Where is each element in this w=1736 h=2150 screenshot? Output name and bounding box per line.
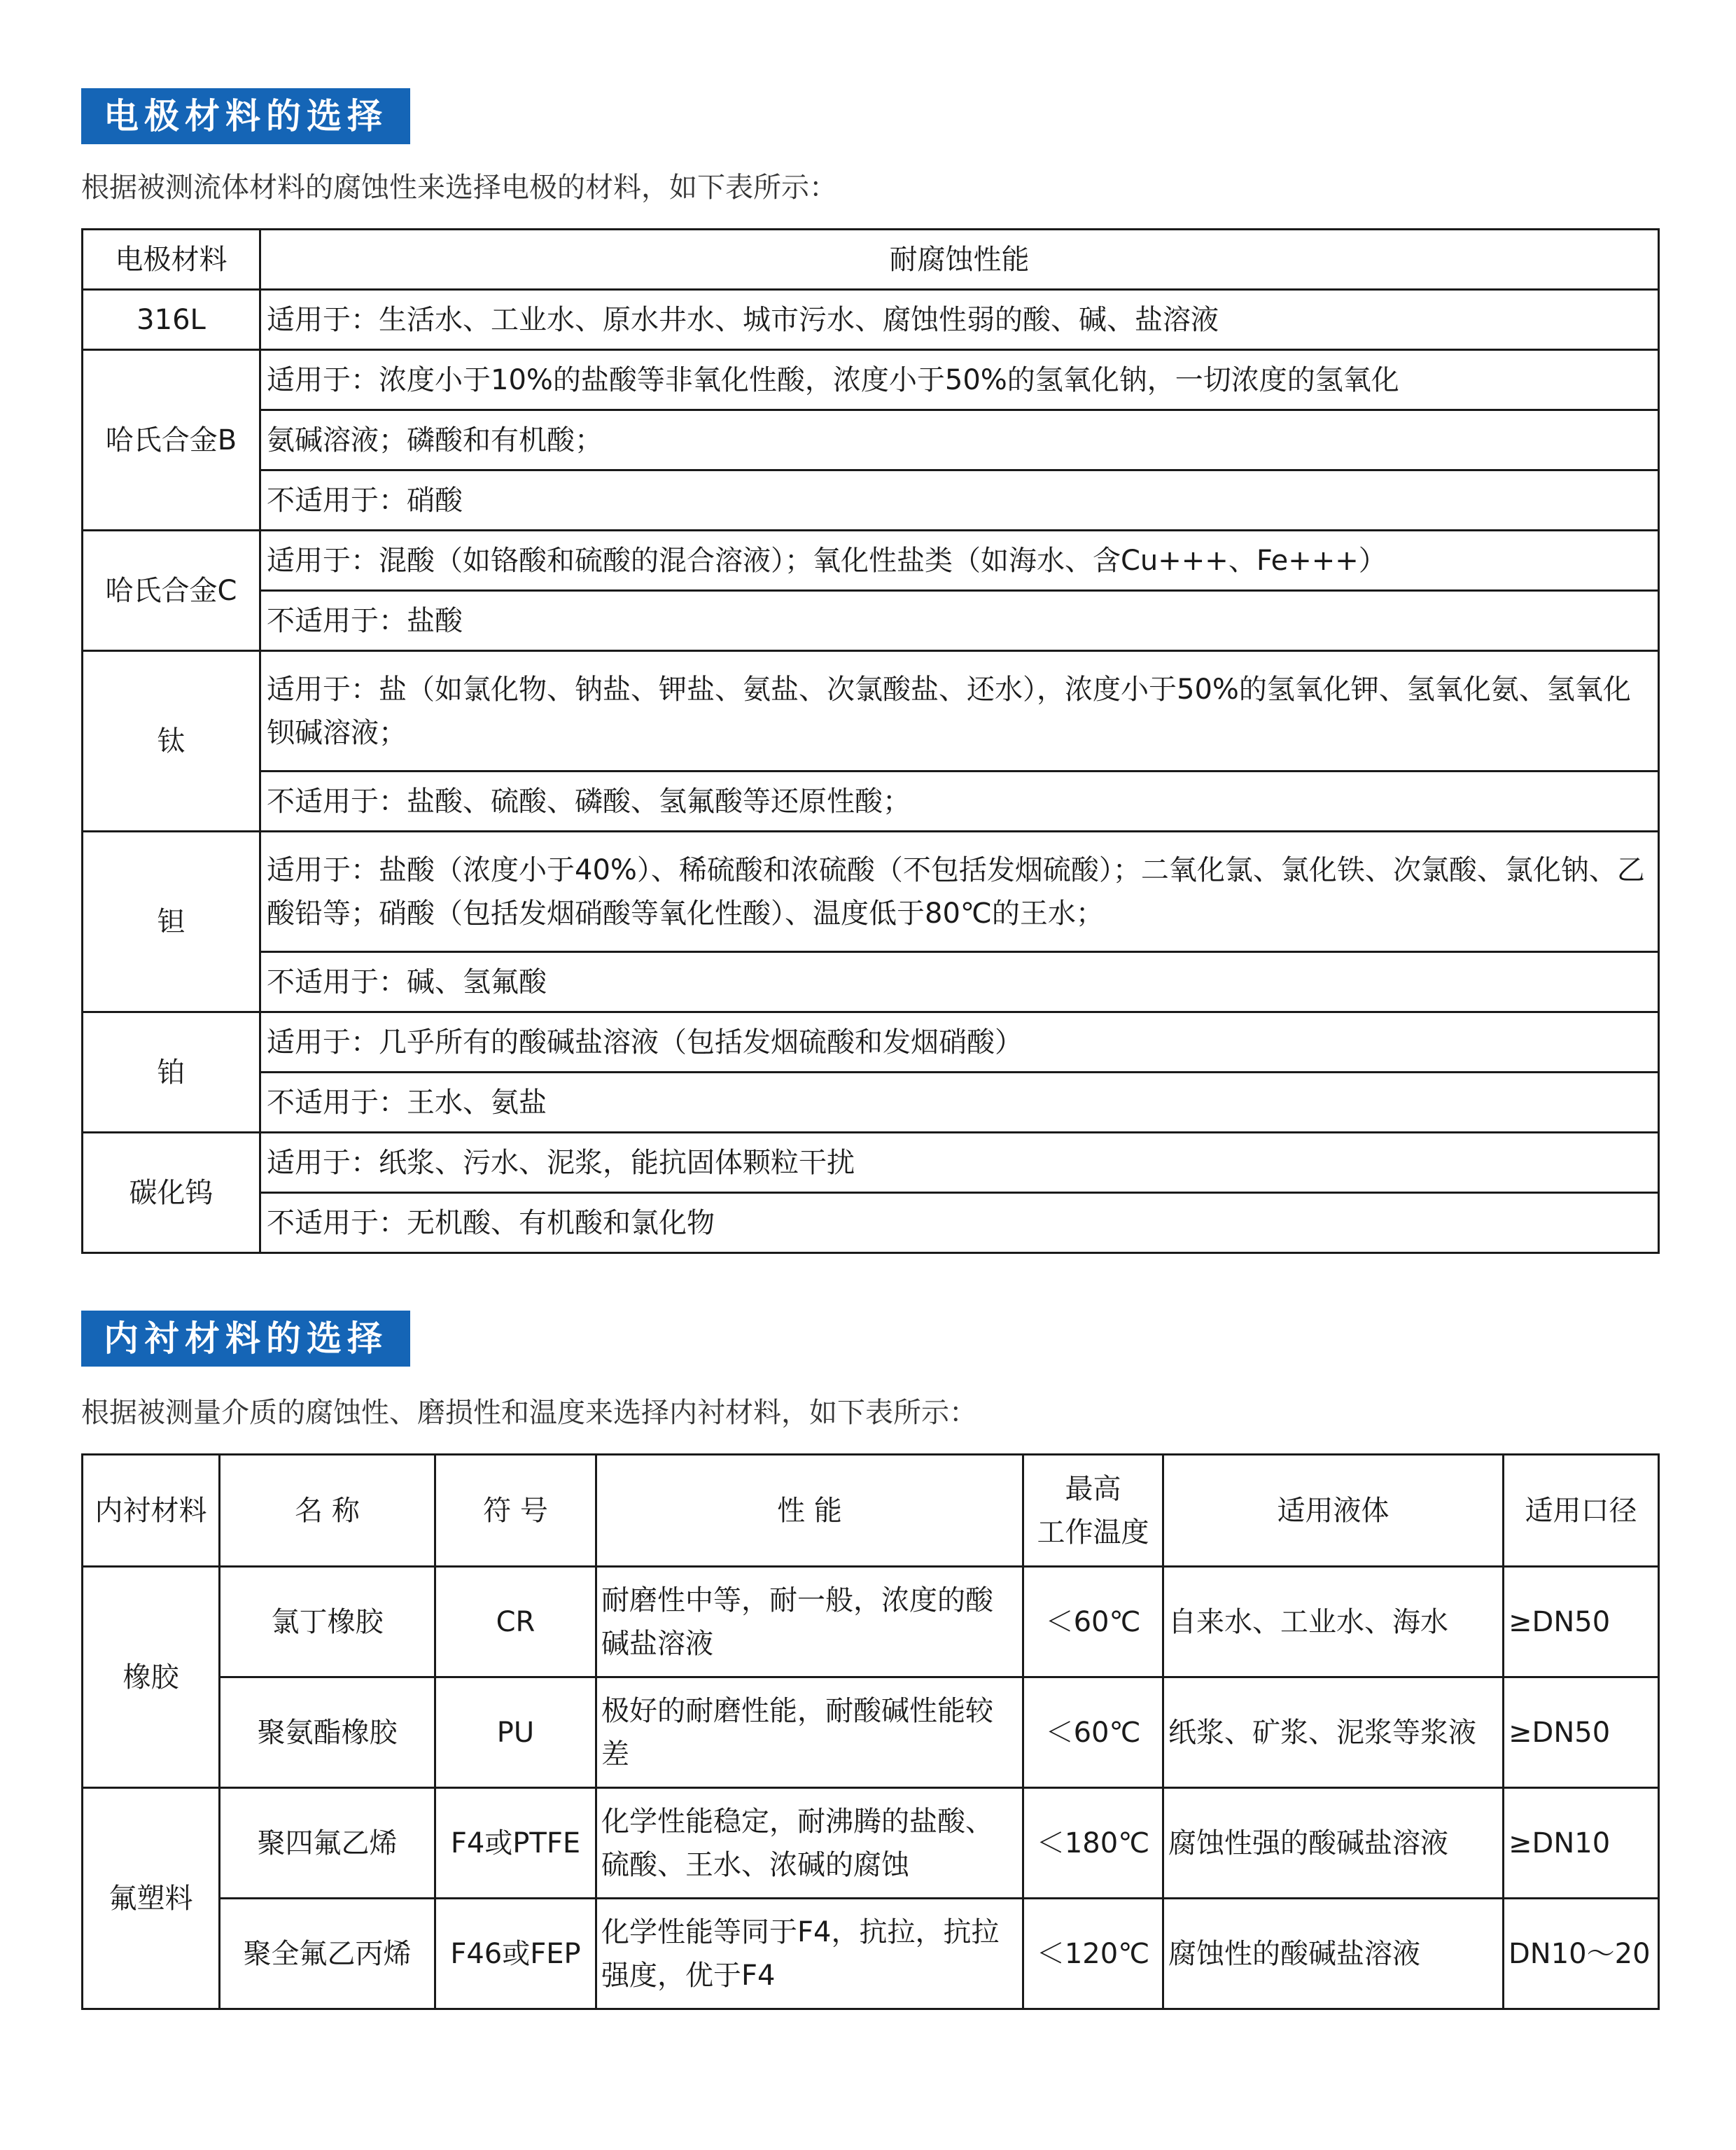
- header-electrode-material: 电极材料: [83, 230, 260, 290]
- table-row: [83, 350, 1659, 410]
- table-row: [83, 1899, 1659, 2009]
- lining-diameter: DN10～20: [1504, 1899, 1659, 2009]
- table-row: [83, 1133, 1659, 1193]
- resistance-text: 不适用于：碱、氢氟酸: [260, 952, 1659, 1012]
- table-row: [83, 772, 1659, 832]
- table-row: [83, 591, 1659, 651]
- lining-performance: 极好的耐磨性能，耐酸碱性能较差: [596, 1677, 1023, 1788]
- material-name: 哈氏合金B: [83, 350, 260, 531]
- table-row: [83, 290, 1659, 350]
- lining-symbol: F46或FEP: [435, 1899, 596, 2009]
- lining-section-intro: 根据被测量介质的腐蚀性、磨损性和温度来选择内衬材料，如下表所示：: [81, 1397, 977, 1429]
- resistance-text: 适用于：浓度小于10%的盐酸等非氧化性酸，浓度小于50%的氢氧化钠，一切浓度的氢氧化: [260, 350, 1659, 410]
- table-row: [83, 651, 1659, 772]
- header-max-temperature: 最高 工作温度: [1023, 1455, 1163, 1567]
- lining-category: 氟塑料: [83, 1788, 220, 2009]
- header-applicable-liquid: 适用液体: [1163, 1455, 1504, 1567]
- resistance-text: 适用于：盐（如氯化物、钠盐、钾盐、氨盐、次氯酸盐、还水），浓度小于50%的氢氧化钾、氢氧化氨、氢氧化钡碱溶液；: [260, 651, 1659, 772]
- table-header-row: [83, 230, 1659, 290]
- resistance-text: 不适用于：盐酸: [260, 591, 1659, 651]
- lining-name: 聚氨酯橡胶: [220, 1677, 435, 1788]
- lining-section-title: 内衬材料的选择: [81, 1311, 410, 1367]
- lining-name: 氯丁橡胶: [220, 1567, 435, 1677]
- table-row: [83, 1012, 1659, 1073]
- lining-performance: 耐磨性中等，耐一般，浓度的酸碱盐溶液: [596, 1567, 1023, 1677]
- electrode-section-intro: 根据被测流体材料的腐蚀性来选择电极的材料，如下表所示：: [81, 172, 837, 204]
- resistance-text: 适用于：生活水、工业水、原水井水、城市污水、腐蚀性弱的酸、碱、盐溶液: [260, 290, 1659, 350]
- table-row: [83, 410, 1659, 470]
- lining-performance: 化学性能等同于F4，抗拉，抗拉强度，优于F4: [596, 1899, 1023, 2009]
- lining-diameter: ≥DN50: [1504, 1567, 1659, 1677]
- table-row: [83, 832, 1659, 952]
- material-name: 钽: [83, 832, 260, 1012]
- material-name: 316L: [83, 290, 260, 350]
- resistance-text: 不适用于：盐酸、硫酸、磷酸、氢氟酸等还原性酸；: [260, 772, 1659, 832]
- lining-category: 橡胶: [83, 1567, 220, 1788]
- resistance-text: 适用于：几乎所有的酸碱盐溶液（包括发烟硫酸和发烟硝酸）: [260, 1012, 1659, 1073]
- header-performance: 性 能: [596, 1455, 1023, 1567]
- electrode-material-table: [81, 228, 1660, 1254]
- header-name: 名 称: [220, 1455, 435, 1567]
- header-applicable-diameter: 适用口径: [1504, 1455, 1659, 1567]
- resistance-text: 适用于：纸浆、污水、泥浆，能抗固体颗粒干扰: [260, 1133, 1659, 1193]
- table-row: [83, 1073, 1659, 1133]
- header-lining-material: 内衬材料: [83, 1455, 220, 1567]
- material-name: 碳化钨: [83, 1133, 260, 1253]
- lining-symbol: CR: [435, 1567, 596, 1677]
- lining-liquid: 腐蚀性强的酸碱盐溶液: [1163, 1788, 1504, 1899]
- resistance-text: 不适用于：硝酸: [260, 470, 1659, 531]
- lining-symbol: PU: [435, 1677, 596, 1788]
- table-row: [83, 531, 1659, 591]
- table-row: [83, 1567, 1659, 1677]
- lining-liquid: 腐蚀性的酸碱盐溶液: [1163, 1899, 1504, 2009]
- lining-performance: 化学性能稳定，耐沸腾的盐酸、硫酸、王水、浓碱的腐蚀: [596, 1788, 1023, 1899]
- lining-liquid: 自来水、工业水、海水: [1163, 1567, 1504, 1677]
- table-row: [83, 1193, 1659, 1253]
- lining-max-temp: ＜60℃: [1023, 1567, 1163, 1677]
- lining-liquid: 纸浆、矿浆、泥浆等浆液: [1163, 1677, 1504, 1788]
- header-symbol: 符 号: [435, 1455, 596, 1567]
- lining-max-temp: ＜180℃: [1023, 1788, 1163, 1899]
- material-name: 钛: [83, 651, 260, 832]
- material-name: 铂: [83, 1012, 260, 1133]
- header-corrosion-resistance: 耐腐蚀性能: [260, 230, 1659, 290]
- table-header-row: [83, 1455, 1659, 1567]
- table-row: [83, 470, 1659, 531]
- lining-diameter: ≥DN50: [1504, 1677, 1659, 1788]
- lining-max-temp: ＜60℃: [1023, 1677, 1163, 1788]
- material-name: 哈氏合金C: [83, 531, 260, 651]
- resistance-text: 不适用于：无机酸、有机酸和氯化物: [260, 1193, 1659, 1253]
- lining-symbol: F4或PTFE: [435, 1788, 596, 1899]
- table-row: [83, 1677, 1659, 1788]
- lining-material-table: [81, 1453, 1660, 2010]
- lining-name: 聚四氟乙烯: [220, 1788, 435, 1899]
- table-row: [83, 1788, 1659, 1899]
- resistance-text: 适用于：盐酸（浓度小于40%）、稀硫酸和浓硫酸（不包括发烟硫酸）；二氧化氯、氯化铁、次氯酸、氯化钠、乙酸铅等；硝酸（包括发烟硝酸等氧化性酸）、温度低于80℃的王水；: [260, 832, 1659, 952]
- lining-name: 聚全氟乙丙烯: [220, 1899, 435, 2009]
- lining-diameter: ≥DN10: [1504, 1788, 1659, 1899]
- resistance-text: 适用于：混酸（如铬酸和硫酸的混合溶液）；氧化性盐类（如海水、含Cu+++、Fe+++）: [260, 531, 1659, 591]
- resistance-text: 氨碱溶液；磷酸和有机酸；: [260, 410, 1659, 470]
- table-row: [83, 952, 1659, 1012]
- lining-max-temp: ＜120℃: [1023, 1899, 1163, 2009]
- electrode-section-title: 电极材料的选择: [81, 88, 410, 144]
- resistance-text: 不适用于：王水、氨盐: [260, 1073, 1659, 1133]
